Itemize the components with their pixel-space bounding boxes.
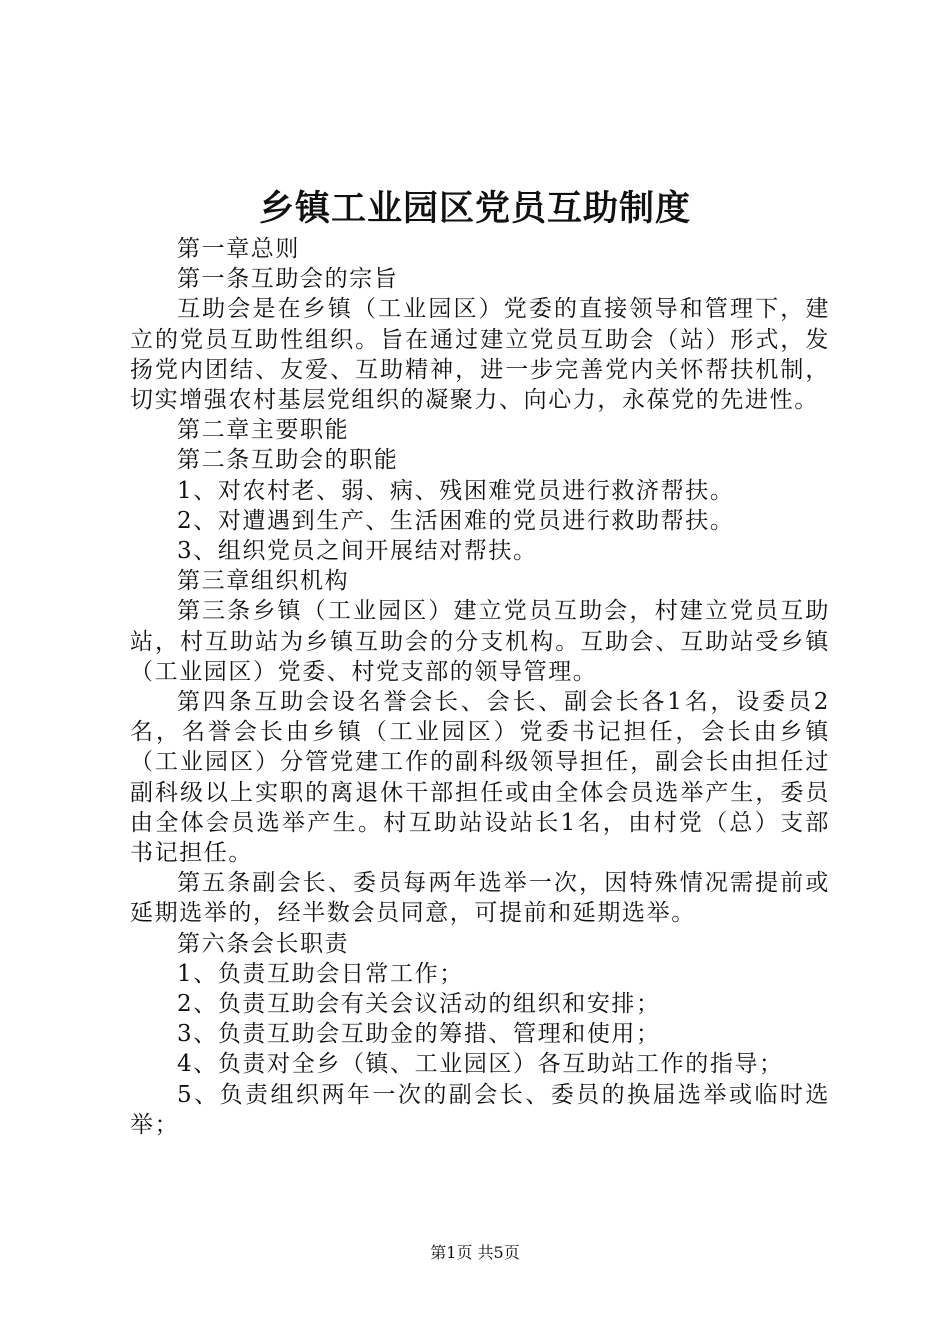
- paragraph: 互助会是在乡镇（工业园区）党委的直接领导和管理下，建立的党员互助性组织。旨在通过建立党员互助会（站）形式，发扬党内团结、友爱、互助精神，进一步完善党内关怀帮扶机制，切实增强农村基层党组织的凝聚力、向心力，永葆党的先进性。: [130, 296, 830, 414]
- list-item: 5、负责组织两年一次的副会长、委员的换届选举或临时选举；: [130, 1081, 830, 1138]
- list-item: 1、对农村老、弱、病、残困难党员进行救济帮扶。: [177, 477, 735, 504]
- paragraph: 第五条副会长、委员每两年选举一次，因特殊情况需提前或延期选举的，经半数会员同意，可提前和延期选举。: [130, 870, 830, 927]
- article-heading: 第二条互助会的职能: [177, 447, 399, 474]
- document-title: 乡镇工业园区党员互助制度: [258, 188, 691, 229]
- chapter-heading: 第二章主要职能: [177, 417, 350, 444]
- list-item: 2、对遭遇到生产、生活困难的党员进行救助帮扶。: [177, 507, 735, 534]
- page-number: 第1页 共5页: [430, 1243, 520, 1262]
- document-body: [130, 234, 830, 1140]
- chapter-heading: 第三章组织机构: [177, 568, 350, 595]
- list-item: 3、负责互助会互助金的筹措、管理和使用；: [177, 1021, 661, 1048]
- chapter-heading: 第一章总则: [177, 236, 300, 262]
- article-heading: 第六条会长职责: [177, 930, 350, 957]
- list-item: 2、负责互助会有关会议活动的组织和安排；: [177, 991, 661, 1018]
- list-item: 3、组织党员之间开展结对帮扶。: [177, 538, 538, 565]
- paragraph: 第三条乡镇（工业园区）建立党员互助会，村建立党员互助站，村互助站为乡镇互助会的分支机构。互助会、互助站受乡镇（工业园区）党委、村党支部的领导管理。: [130, 598, 830, 685]
- list-item: 1、负责互助会日常工作；: [177, 960, 464, 987]
- list-item: 4、负责对全乡（镇、工业园区）各互助站工作的指导；: [177, 1051, 784, 1078]
- article-heading: 第一条互助会的宗旨: [177, 266, 399, 293]
- paragraph: 第四条互助会设名誉会长、会长、副会长各1名，设委员2名，名誉会长由乡镇（工业园区）党委书记担任，会长由乡镇（工业园区）分管党建工作的副科级领导担任，副会长由担任过副科级以上实职的离退休干部担任或由全体会员选举产生，委员由全体会员选举产生。村互助站设站长1名，由村党（总）支部书记担任。: [130, 689, 830, 867]
